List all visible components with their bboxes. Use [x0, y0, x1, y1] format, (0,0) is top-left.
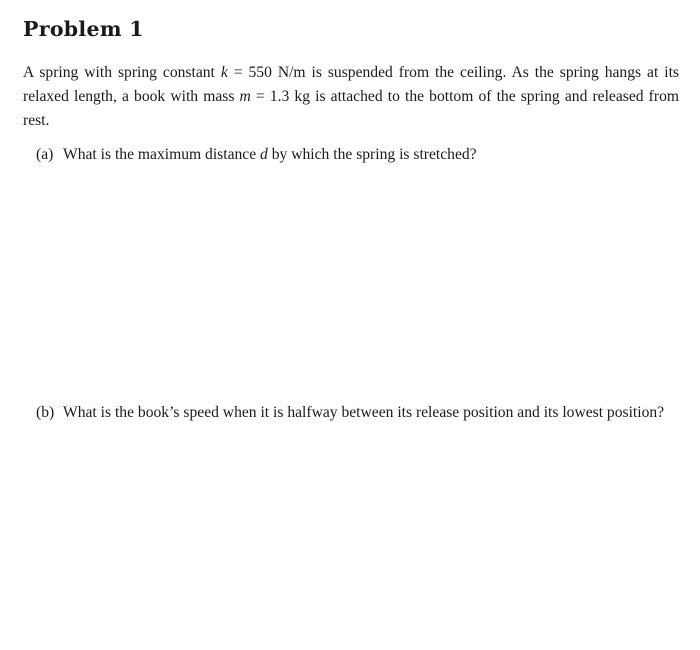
part-a-text-2: by which the spring is stretched?	[267, 146, 477, 163]
part-b-label: (b)	[36, 404, 55, 421]
intro-text-1: A spring with spring constant	[23, 64, 221, 81]
question-part-b	[36, 401, 678, 425]
part-a-label: (a)	[36, 146, 54, 163]
problem-statement	[23, 61, 679, 133]
intro-text-2: = 550 N/m is suspended from the ceiling. As the spring hangs at its relaxed length, a book with mass	[23, 64, 679, 105]
spring-constant-symbol: k	[220, 64, 228, 81]
part-b-text: What is the book’s speed when it is halfway between its release position and its lowest position?	[63, 404, 665, 421]
question-part-a	[36, 143, 676, 167]
distance-symbol: d	[260, 146, 268, 163]
part-a-text-1: What is the maximum distance	[63, 146, 261, 163]
problem-title: Problem 1	[23, 17, 144, 41]
mass-symbol: m	[239, 88, 251, 105]
intro-text-3: = 1.3 kg is attached to the bottom of the spring and released from rest.	[23, 88, 679, 129]
